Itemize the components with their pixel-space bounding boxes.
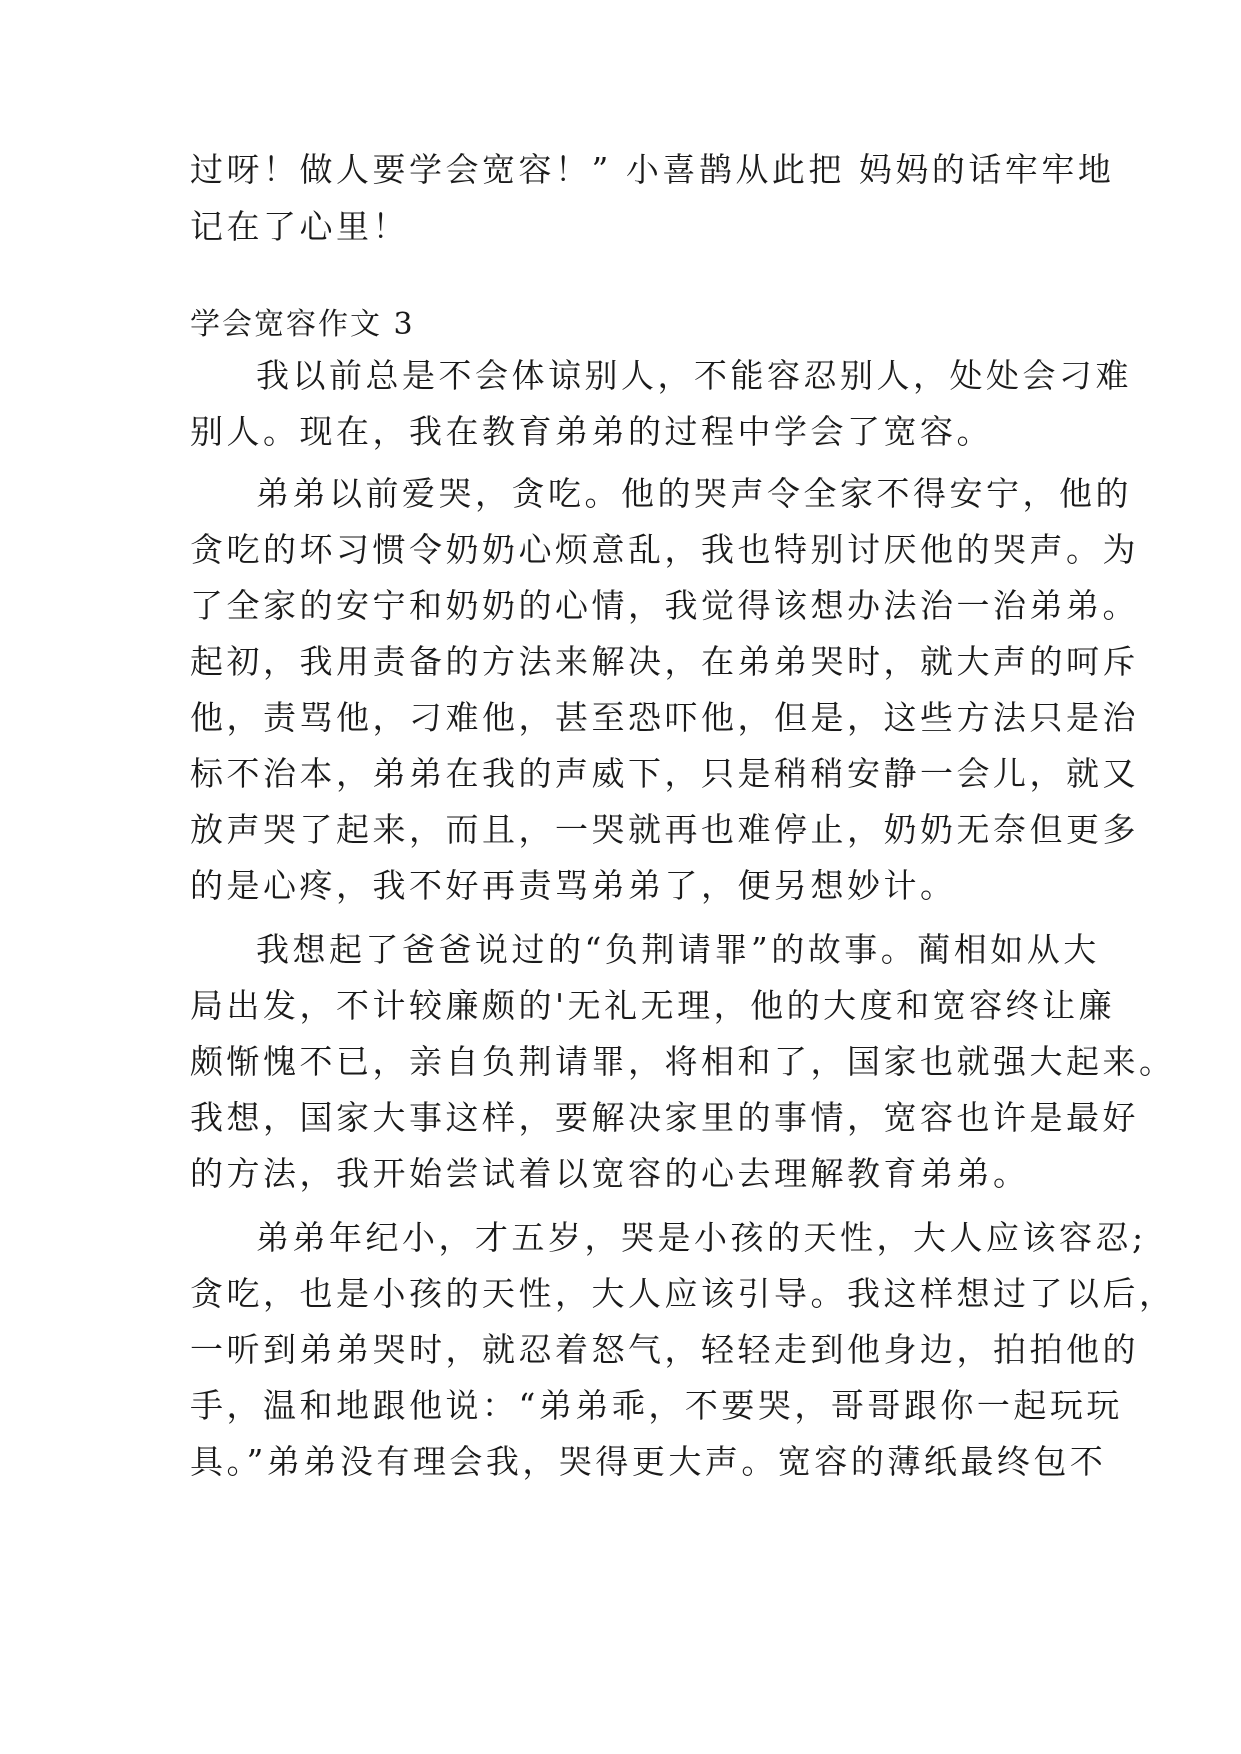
- text-line: 弟弟以前爱哭，贪吃。他的哭声令全家不得安宁，他的: [256, 474, 1132, 513]
- text-line: 的方法，我开始尝试着以宽容的心去理解教育弟弟。: [190, 1154, 1030, 1193]
- text-line: 贪吃，也是小孩的天性，大人应该引导。我这样想过了以后，: [190, 1274, 1176, 1313]
- text-line: 具。”弟弟没有理会我，哭得更大声。宽容的薄纸最终包不: [190, 1442, 1107, 1481]
- text-line: 弟弟年纪小，才五岁，哭是小孩的天性，大人应该容忍;: [256, 1218, 1147, 1257]
- text-line: 记在了心里！: [190, 207, 409, 246]
- text-line: 他，责骂他，刁难他，甚至恐吓他，但是，这些方法只是治: [190, 698, 1139, 737]
- text-line: 颇惭愧不已，亲自负荆请罪，将相和了，国家也就强大起来。: [190, 1042, 1176, 1081]
- text-line: 过呀！做人要学会宽容！” 小喜鹊从此把 妈妈的话牢牢地: [190, 150, 1115, 189]
- section-title: 学会宽容作文 3: [190, 307, 415, 342]
- text-line: 一听到弟弟哭时，就忍着怒气，轻轻走到他身边，拍拍他的: [190, 1330, 1139, 1369]
- text-line: 我以前总是不会体谅别人，不能容忍别人，处处会刁难: [256, 356, 1132, 395]
- text-line: 了全家的安宁和奶奶的心情，我觉得该想办法治一治弟弟。: [190, 586, 1139, 625]
- text-line: 我想，国家大事这样，要解决家里的事情，宽容也许是最好: [190, 1098, 1139, 1137]
- text-line: 的是心疼，我不好再责骂弟弟了，便另想妙计。: [190, 866, 957, 905]
- text-line: 别人。现在，我在教育弟弟的过程中学会了宽容。: [190, 412, 993, 451]
- text-line: 起初，我用责备的方法来解决，在弟弟哭时，就大声的呵斥: [190, 642, 1139, 681]
- text-line: 局出发，不计较廉颇的'无礼无理，他的大度和宽容终让廉: [190, 986, 1116, 1025]
- text-line: 手，温和地跟他说：“弟弟乖，不要哭，哥哥跟你一起玩玩: [190, 1386, 1123, 1425]
- text-line: 放声哭了起来，而且，一哭就再也难停止，奶奶无奈但更多: [190, 810, 1139, 849]
- text-line: 标不治本，弟弟在我的声威下，只是稍稍安静一会儿，就又: [190, 754, 1139, 793]
- text-line: 我想起了爸爸说过的“负荆请罪”的故事。蔺相如从大: [256, 930, 1100, 969]
- text-line: 贪吃的坏习惯令奶奶心烦意乱，我也特别讨厌他的哭声。为: [190, 530, 1139, 569]
